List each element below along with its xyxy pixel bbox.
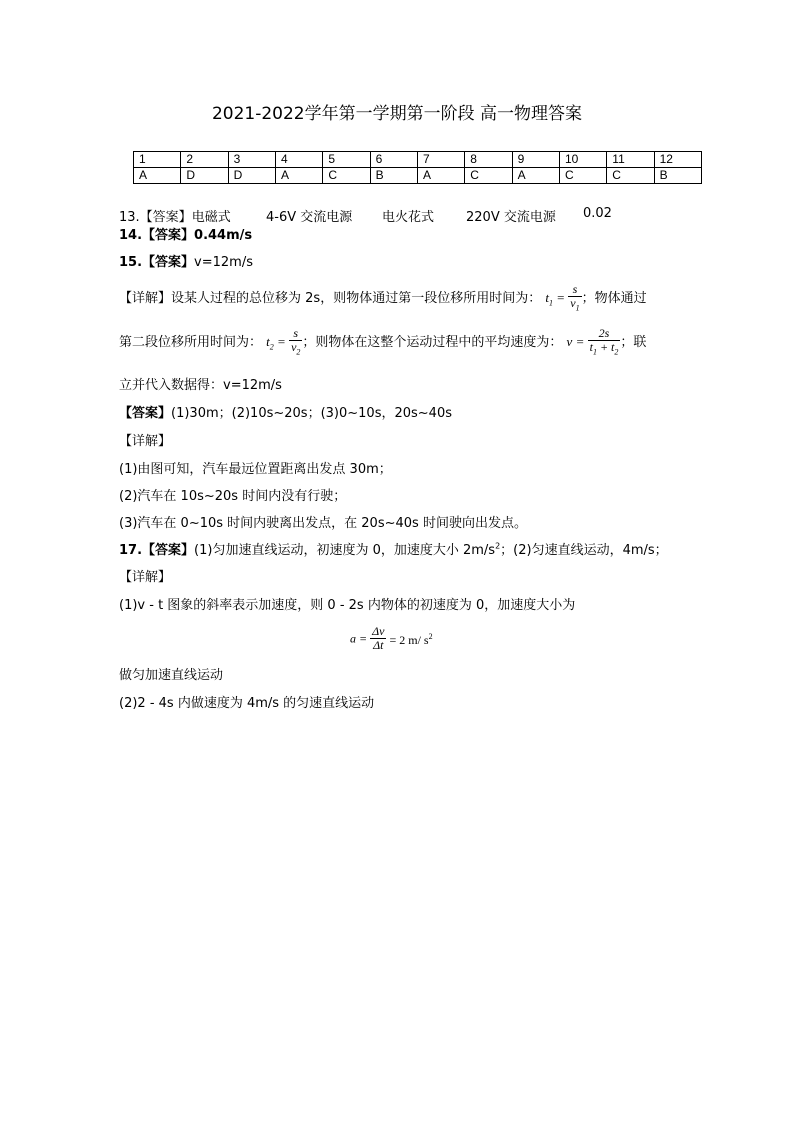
- table-cell: 6: [370, 152, 417, 168]
- table-cell: 8: [465, 152, 512, 168]
- table-cell: 11: [607, 152, 654, 168]
- fraction-dv-dt: $\frac{\Delta v}{\Delta t}$: [372, 624, 385, 652]
- q16-answer-label: 【答案】: [119, 406, 172, 421]
- table-cell: 10: [559, 152, 606, 168]
- q13-answer: [119, 206, 231, 225]
- table-cell: C: [323, 168, 370, 184]
- answer-table: [133, 151, 702, 184]
- formula-t2: $t_2$ =: [266, 334, 290, 352]
- q15-value: v=12m/s: [194, 255, 253, 270]
- detail-text: ；联: [620, 335, 647, 351]
- q16-answer: [119, 402, 452, 421]
- table-cell: A: [134, 168, 181, 184]
- table-cell: A: [275, 168, 322, 184]
- q14-prefix: 14.【答案】: [119, 228, 195, 243]
- q15-answer: [119, 251, 253, 270]
- q13-item: 220V 交流电源: [466, 210, 556, 225]
- q13-item: 电火花式: [382, 210, 435, 225]
- q13-prefix: 13.【答案】: [119, 210, 192, 225]
- table-cell: C: [559, 168, 606, 184]
- table-cell: C: [465, 168, 512, 184]
- q13-item: 4-6V 交流电源: [266, 210, 353, 225]
- q15-prefix: 15.【答案】: [119, 255, 195, 270]
- table-cell: 9: [512, 152, 559, 168]
- q17-answer-text: ；(2)匀速直线运动，4m/s；: [500, 543, 668, 558]
- q17-formula: a = $\frac{\Delta v}{\Delta t}$ = 2 m/ $s^2$: [350, 624, 433, 652]
- formula-v: v =: [566, 334, 588, 350]
- q17-answer-text: (1)匀加速直线运动，初速度为 0，加速度大小 2m/s: [194, 543, 496, 558]
- q13-item: 0.02: [583, 206, 612, 221]
- table-cell: D: [228, 168, 275, 184]
- table-cell: 7: [417, 152, 464, 168]
- table-row-answers: [134, 168, 702, 184]
- table-cell: B: [370, 168, 417, 184]
- detail-text: 第二段位移所用时间为：: [119, 335, 263, 351]
- fraction-s-v2: $\frac{s}{v_2}$: [291, 326, 301, 357]
- q17-detail-line: (2)2 - 4s 内做速度为 4m/s 的匀速直线运动: [119, 696, 375, 711]
- q16-detail-line: (2)汽车在 10s~20s 时间内没有行驶；: [119, 489, 347, 504]
- page-title: 2021-2022学年第一学期第一阶段 高一物理答案: [211, 104, 583, 124]
- q16-detail-line: (1)由图可知，汽车最远位置距离出发点 30m；: [119, 462, 392, 477]
- q15-detail-line2: [119, 327, 646, 363]
- q17-prefix: 17.【答案】: [119, 543, 195, 558]
- table-cell: D: [181, 168, 228, 184]
- table-cell: 4: [275, 152, 322, 168]
- q15-detail-line3: 立并代入数据得：v=12m/s: [119, 378, 282, 393]
- table-cell: 5: [323, 152, 370, 168]
- table-cell: A: [512, 168, 559, 184]
- table-cell: 2: [181, 152, 228, 168]
- formula-t1: $t_1$ =: [545, 290, 569, 308]
- table-cell: 12: [654, 152, 701, 168]
- q17-answer-sup: 2: [495, 541, 501, 551]
- table-cell: 3: [228, 152, 275, 168]
- q17-detail-line: 做匀加速直线运动: [119, 668, 224, 683]
- q17-detail-line: (1)v - t 图象的斜率表示加速度，则 0 - 2s 内物体的初速度为 0，加速度大小为: [119, 598, 576, 613]
- q14-answer: [119, 224, 252, 243]
- q13-item: 电磁式: [191, 210, 231, 225]
- q16-answer-text: (1)30m；(2)10s~20s；(3)0~10s，20s~40s: [171, 406, 452, 421]
- fraction-s-v1: $\frac{s}{v_1}$: [570, 282, 580, 313]
- detail-text: 设某人过程的总位移为 2s，则物体通过第一段位移所用时间为：: [171, 291, 542, 307]
- table-cell: 1: [134, 152, 181, 168]
- q17-detail-label: 【详解】: [119, 570, 172, 585]
- fraction-2s-t1t2: $\frac{2s}{t_1 + t_2}$: [589, 326, 619, 357]
- detail-text: ；则物体在这整个运动过程中的平均速度为：: [302, 335, 563, 351]
- table-row-numbers: [134, 152, 702, 168]
- q15-detail-line1: [119, 283, 647, 319]
- q16-detail-label: 【详解】: [119, 434, 172, 449]
- detail-label: 【详解】: [119, 291, 172, 307]
- q17-answer: [119, 539, 668, 558]
- table-cell: B: [654, 168, 701, 184]
- table-cell: C: [607, 168, 654, 184]
- q16-detail-line: (3)汽车在 0~10s 时间内驶离出发点，在 20s~40s 时间驶向出发点。: [119, 516, 527, 531]
- detail-text: ；物体通过: [581, 291, 647, 307]
- table-cell: A: [417, 168, 464, 184]
- q14-value: 0.44m/s: [194, 228, 253, 243]
